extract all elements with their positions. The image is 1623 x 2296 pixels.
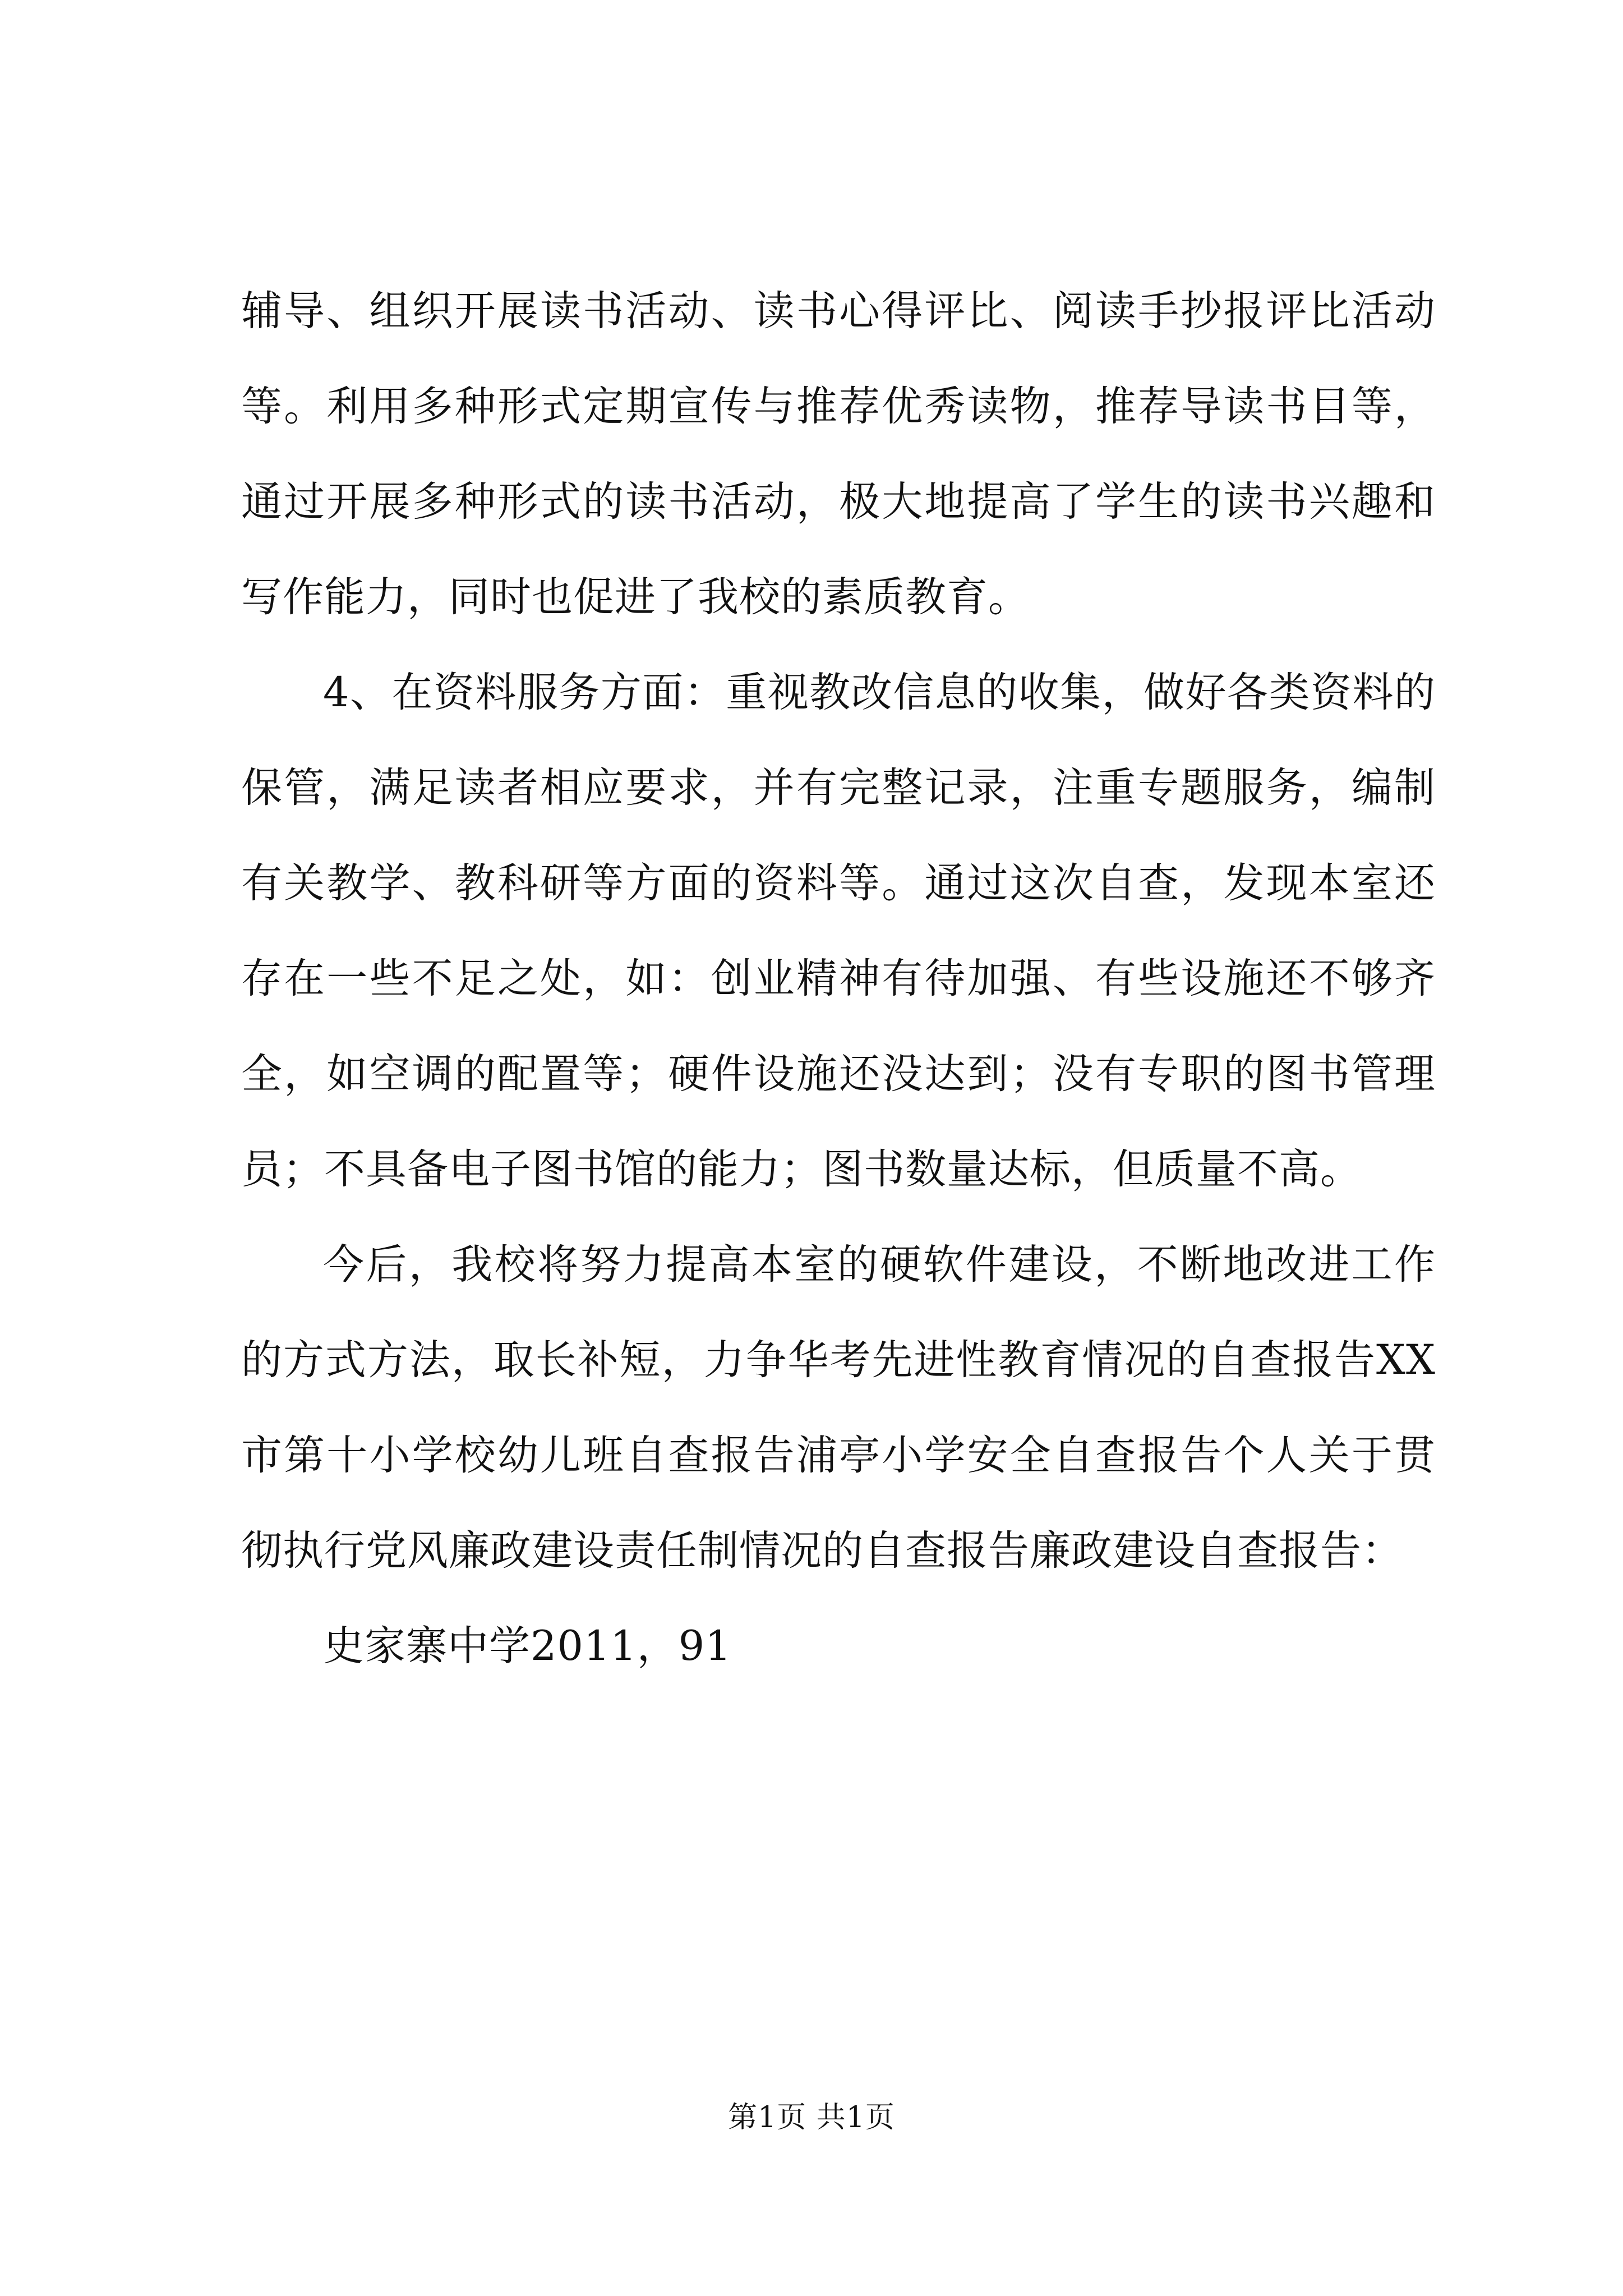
page-footer: 第1页 共1页	[728, 2101, 895, 2134]
paragraph-future-plans: 今后，我校将努力提高本室的硬软件建设，不断地改进工作的方式方法，取长补短，力争华考先进性教育情况的自查报告XX市第十小学校幼儿班自查报告浦亭小学安全自查报告个人关于贯彻执行党风廉政建设责任制情况的自查报告廉政建设自查报告：	[241, 1241, 1436, 1575]
paragraph-reading-activities: 辅导、组织开展读书活动、读书心得评比、阅读手抄报评比活动等。利用多种形式定期宣传与推荐优秀读物，推荐导读书目等，通过开展多种形式的读书活动，极大地提高了学生的读书兴趣和写作能力，同时也促进了我校的素质教育。	[241, 287, 1436, 621]
paragraph-data-services: 4、在资料服务方面：重视教改信息的收集，做好各类资料的保管，满足读者相应要求，并有完整记录，注重专题服务，编制有关教学、教科研等方面的资料等。通过这次自查，发现本室还存在一些不足之处，如：创业精神有待加强、有些设施还不够齐全，如空调的配置等；硬件设施还没达到；没有专职的图书管理员；不具备电子图书馆的能力；图书数量达标，但质量不高。	[241, 669, 1436, 1193]
signature-line: 史家寨中学2011，91	[323, 1622, 732, 1670]
document-body	[241, 264, 1436, 1694]
